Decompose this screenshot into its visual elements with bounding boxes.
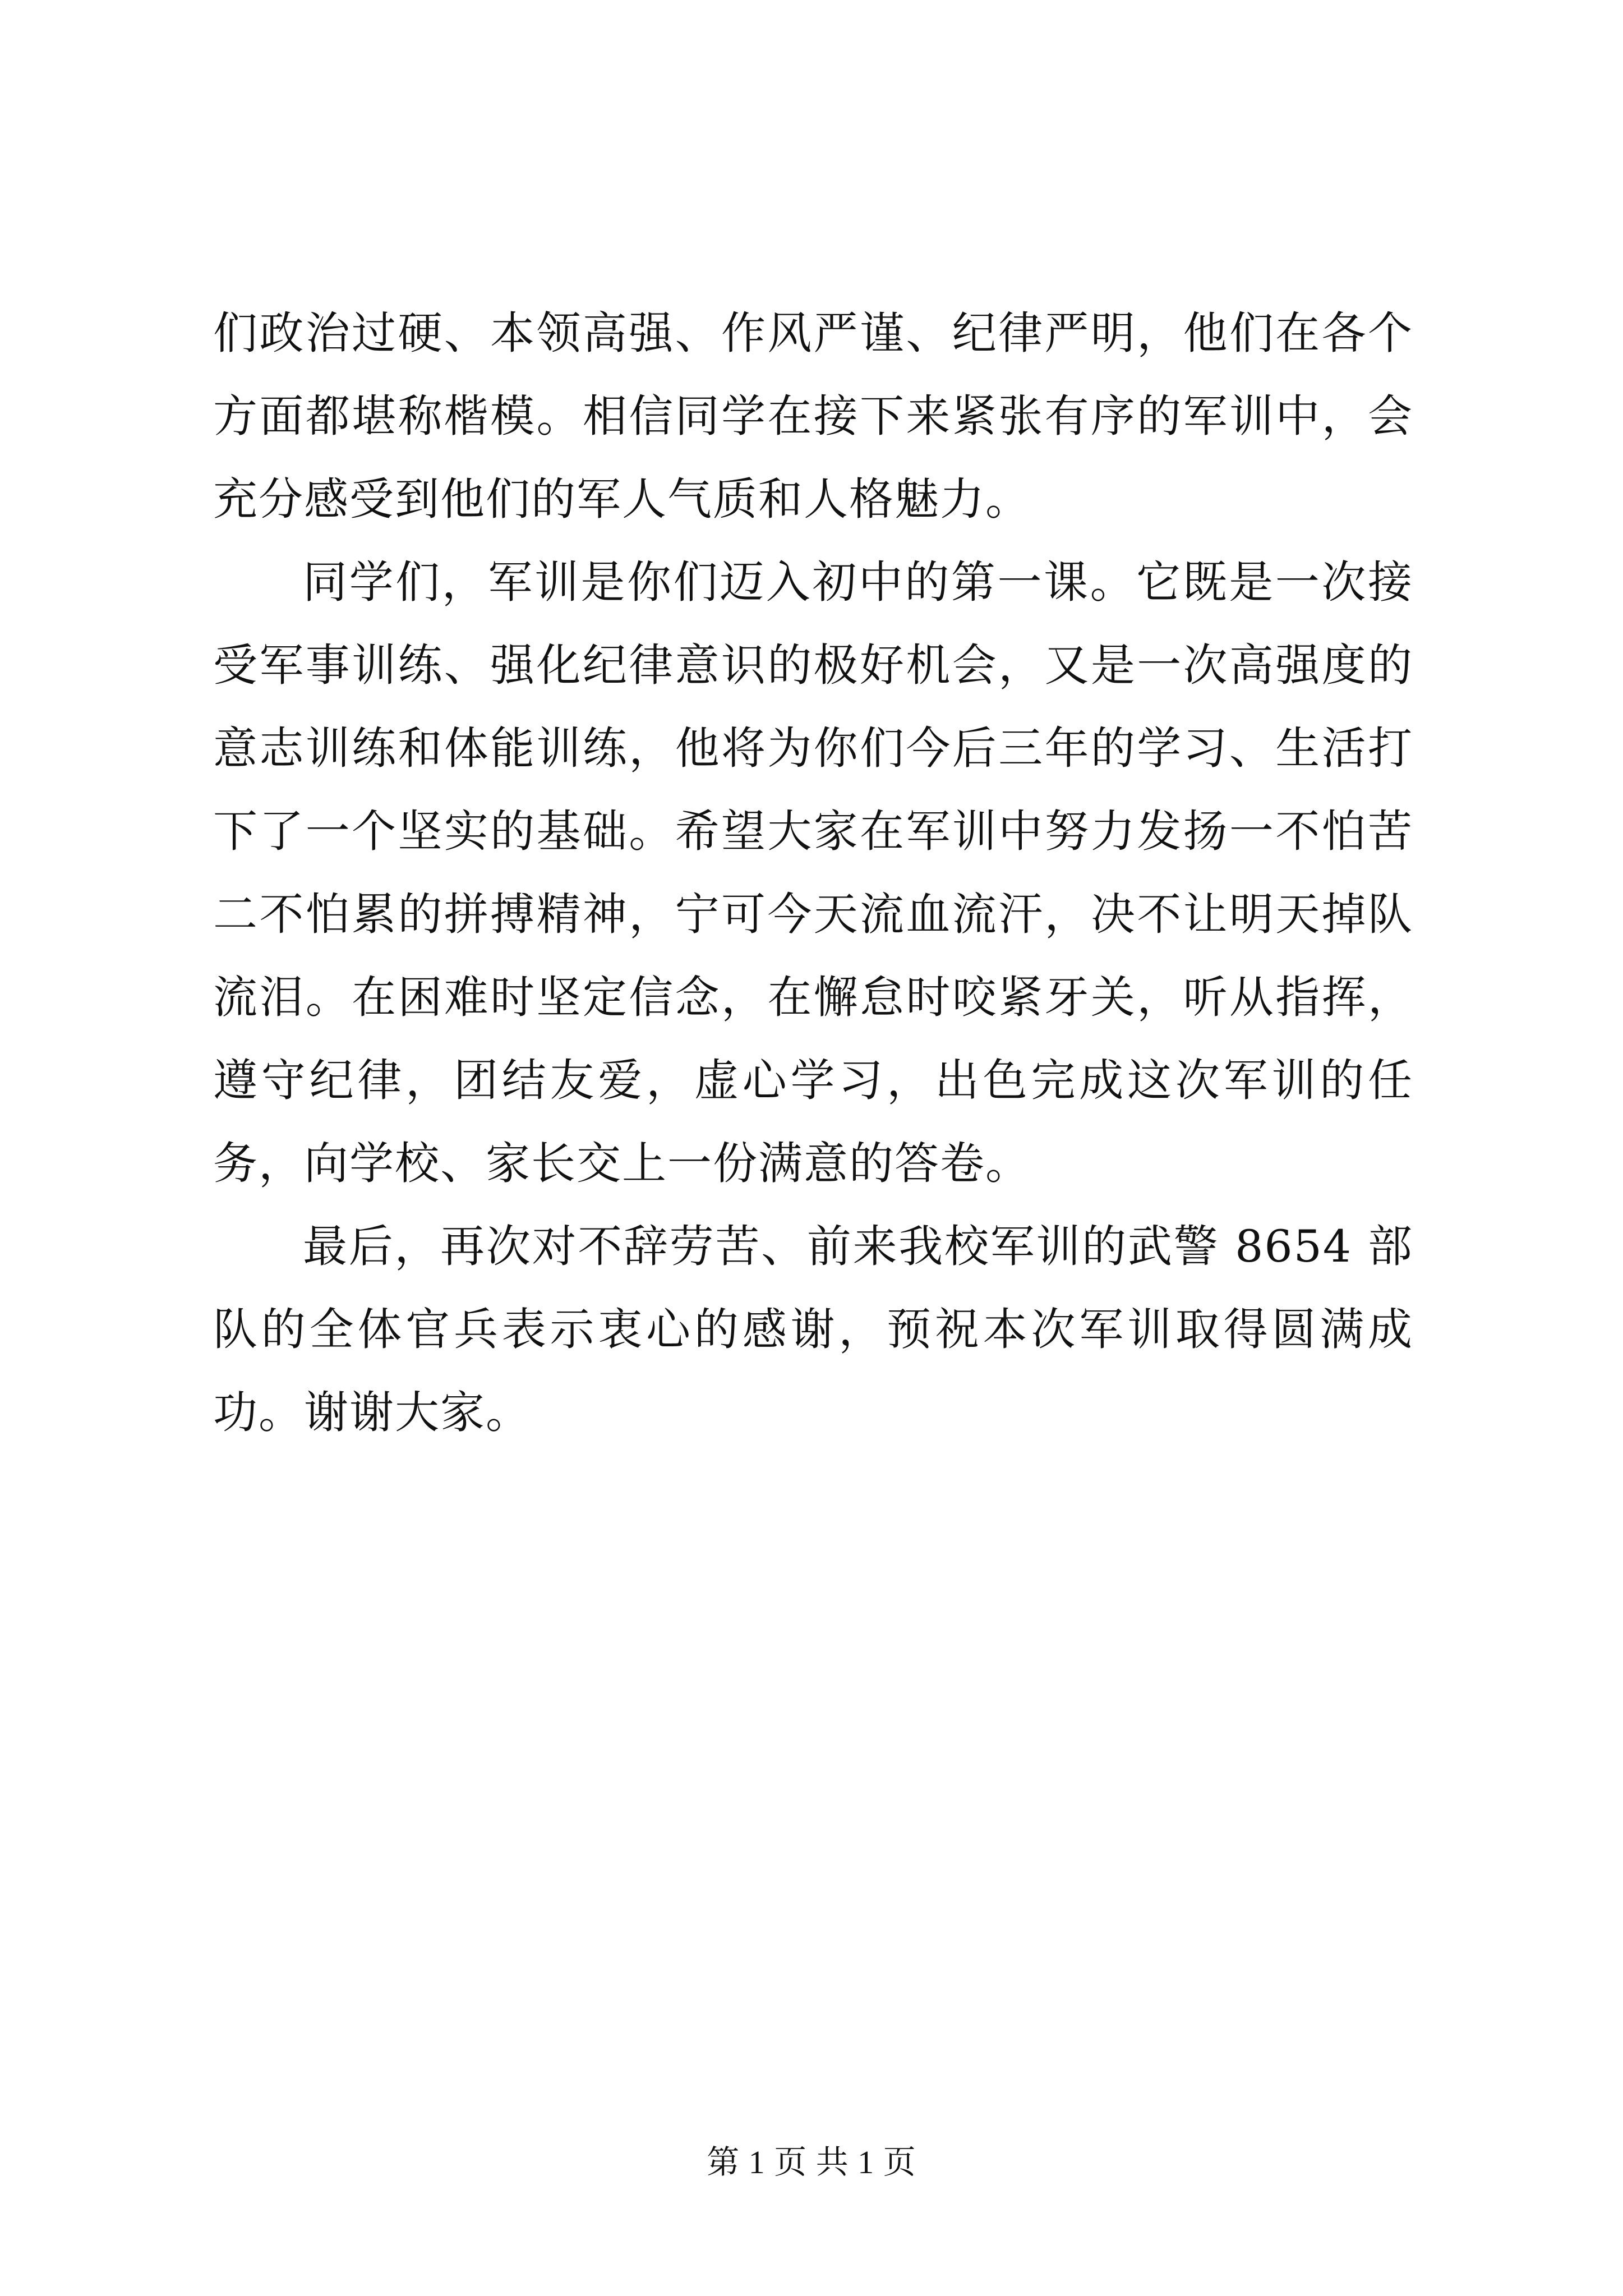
page-number-label: 第 1 页 共 1 页 <box>707 2144 916 2180</box>
paragraph-military-training: 同学们，军训是你们迈入初中的第一课。它既是一次接受军事训练、强化纪律意识的极好机会，又是一次高强度的意志训练和体能训练，他将为你们今后三年的学习、生活打下了一个坚实的基础。希望大家在军训中努力发扬一不怕苦二不怕累的拼搏精神，宁可今天流血流汗，决不让明天掉队流泪。在困难时坚定信念，在懈怠时咬紧牙关，听从指挥，遵守纪律，团结友爱，虚心学习，出色完成这次军训的任务，向学校、家长交上一份满意的答卷。 <box>213 556 1413 1189</box>
page-footer <box>0 2143 1623 2182</box>
paragraph-continued: 们政治过硬、本领高强、作风严谨、纪律严明，他们在各个方面都堪称楷模。相信同学在接下来紧张有序的军训中，会充分感受到他们的军人气质和人格魅力。 <box>213 307 1413 525</box>
document-body <box>213 292 1413 1454</box>
paragraph-closing-thanks: 最后，再次对不辞劳苦、前来我校军训的武警 8654 部队的全体官兵表示衷心的感谢，预祝本次军训取得圆满成功。谢谢大家。 <box>213 1221 1413 1438</box>
